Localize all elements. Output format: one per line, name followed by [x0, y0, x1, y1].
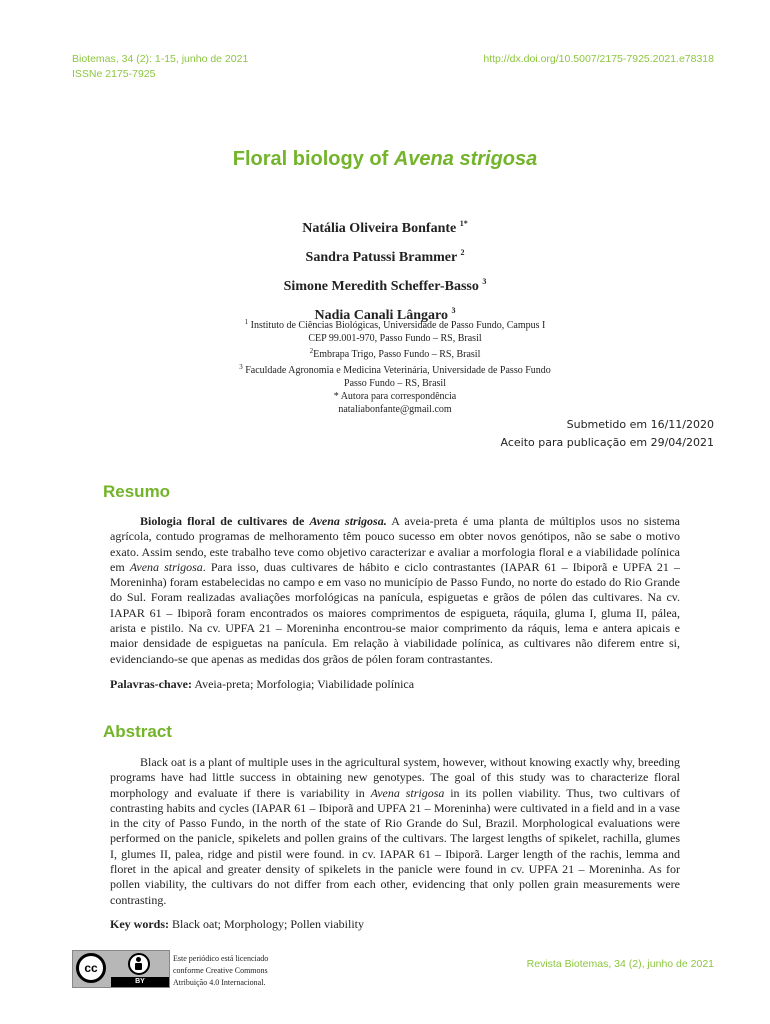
- resumo-lead: Biologia floral de cultivares de Avena strigosa.: [140, 514, 387, 528]
- author: Sandra Patussi Brammer $^2$: [305, 248, 465, 265]
- affiliation-line: CEP 99.001-970, Passo Fundo – RS, Brasil: [308, 333, 482, 344]
- author-list: [0, 212, 770, 328]
- license-text: Este periódico está licenciado conforme Creative Commons Atribuição 4.0 Internacional.: [173, 954, 269, 987]
- submitted-date: Submetido em 16/11/2020: [566, 418, 714, 431]
- paper-title: [0, 148, 770, 171]
- affiliation-line: $^2$Embrapa Trigo, Passo Fundo – RS, Brasil: [309, 347, 481, 360]
- journal-header: [72, 52, 248, 82]
- affiliation-line: $^3$ Faculdade Agronomia e Medicina Veterinária, Universidade de Passo Fundo: [239, 363, 551, 376]
- author: Natália Oliveira Bonfante $^{1*}$: [302, 219, 468, 236]
- by-label: BY: [111, 977, 169, 987]
- abstract-heading: Abstract: [103, 722, 172, 741]
- citation-line: Biotemas, 34 (2): 1-15, junho de 2021: [72, 53, 249, 65]
- affiliation-line: Passo Fundo – RS, Brasil: [344, 378, 446, 389]
- author: Nadia Canali Lângaro $^3$: [314, 306, 456, 323]
- abstract-body: Black oat is a plant of multiple uses in the agricultural system, however, without knowing exactly why, breeding programs have had little success in obtaining new genotypes. The goal of this study was to characterize floral morphology and evaluate if there is variability in Avena strigosa in its pollen viability. Thus, two cultivars of contrasting habits and cycles (IAPAR 61 – Ibiporã and UPFA 21 – Moreninha) were cultivated in a field and in a vase in the city of Passo Fundo, in the north of the state of Rio Grande do Sul, Brazil. Morphological evaluations were performed on the panicle, spikelets and pollen grains of the cultivars. The largest lengths of spikelet, rachilla, glumes I, glumes II, palea, ridge and pistil were found. in cv. IAPAR 61 – Ibiporã. Larger length of the rachis, lemma and floret in the apical and greater density of spikelets in the panicle were found in cv. UPFA 21 – Moreninha. As for pollen viability, the cultivars do not differ from each other, evidencing that only pollen grain measurements were contrasting.: [110, 755, 680, 907]
- palavras-chave: Palavras-chave: Aveia-preta; Morfologia; Viabilidade polínica: [110, 677, 415, 691]
- title-species: Avena strigosa: [393, 148, 538, 170]
- correspondence-email[interactable]: nataliabonfante@gmail.com: [338, 404, 452, 415]
- accepted-date: Aceito para publicação em 29/04/2021: [500, 436, 714, 449]
- submission-dates: [501, 416, 714, 452]
- issn-line: ISSNe 2175-7925: [72, 68, 156, 80]
- correspondence-note: * Autora para correspondência: [333, 391, 457, 402]
- affiliation-line: $^1$ Instituto de Ciências Biológicas, Universidade de Passo Fundo, Campus I: [244, 318, 546, 331]
- footer-journal: Revista Biotemas, 34 (2), junho de 2021: [526, 958, 714, 970]
- resumo-heading: Resumo: [103, 482, 171, 501]
- resumo-body: Biologia floral de cultivares de Avena strigosa. A aveia-preta é uma planta de múltiplos usos no sistema agrícola, contudo programas de melhoramento têm pouco sucesso em obter novos genótipos, não se sabe o motivo exato. Assim sendo, este trabalho teve como objetivo caracterizar e avaliar a morfologia floral e a viabilidade polínica em Avena strigosa. Para isso, duas cultivares de hábito e ciclo contrastantes (IAPAR 61 – Ibiporã e UPFA 21 – Moreninha) foram estabelecidas no campo e em vaso no município de Passo Fundo, no norte do estado do Rio Grande do Sul. Foram realizadas avaliações morfológicas na panícula, espiguetas e grãos de pólen das cultivares. Na cv. IAPAR 61 – Ibiporã foram encontrados os maiores comprimentos de espigueta, ráquila, gluma I, gluma II, pálea, arista e pistilo. Na cv. UPFA 21 – Moreninha encontrou-se maior comprimento da ráquis, lema e antera apicais e maior densidade de espiguetas na panícula. Em relação à viabilidade polínica, as cultivares não diferem entre si, evidenciando-se que apenas as medidas dos grãos de pólen foram contrastantes.: [110, 514, 681, 666]
- attribution-person-icon: [128, 953, 150, 975]
- title-prefix: Floral biology of: [232, 148, 394, 170]
- key-words: Key words: Black oat; Morphology; Pollen viability: [110, 917, 364, 931]
- cc-icon: cc: [76, 953, 106, 983]
- cc-by-license-badge[interactable]: [72, 950, 170, 988]
- affiliations: [0, 316, 770, 416]
- author: Simone Meredith Scheffer-Basso $^3$: [283, 277, 487, 294]
- doi-link[interactable]: http://dx.doi.org/10.5007/2175-7925.2021.e78318: [483, 53, 714, 65]
